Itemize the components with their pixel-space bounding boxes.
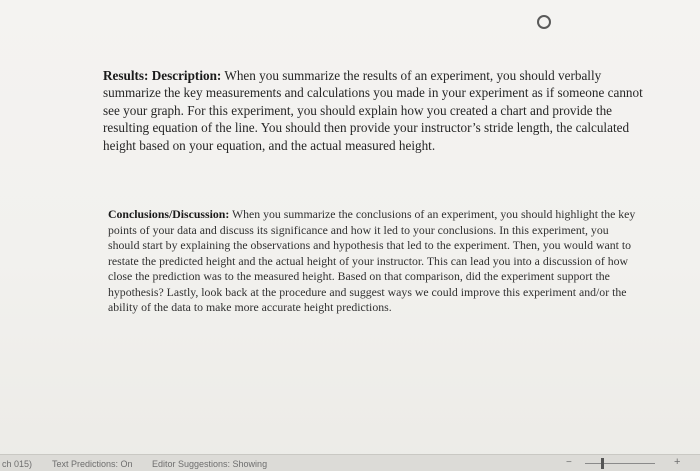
conclusions-heading: Conclusions/Discussion:	[108, 207, 230, 221]
editor-suggestions-status[interactable]: Editor Suggestions: Showing	[152, 459, 268, 469]
circle-icon	[537, 15, 551, 29]
status-bar	[0, 454, 700, 471]
word-count-status[interactable]: ch 015)	[2, 459, 33, 469]
zoom-slider-thumb[interactable]	[601, 458, 604, 469]
zoom-out-button[interactable]: −	[566, 457, 572, 468]
zoom-in-button[interactable]: +	[674, 456, 681, 468]
results-body: When you summarize the results of an experiment, you should verbally summarize the key measurements and calculations you made in your experiment as if someone cannot see your graph. For this experiment, you should explain how you created a chart and provide the resulting equation of the line. You should then provide your instructor’s stride length, the calculated height based on your equation, and the actual measured height.	[103, 68, 643, 153]
conclusions-paragraph	[108, 207, 636, 316]
zoom-slider-track[interactable]	[585, 463, 655, 464]
conclusions-body: When you summarize the conclusions of an experiment, you should highlight the key points of your data and discuss its significance and how it led to your conclusions. In this experiment, you should start by explaining the observations and hypothesis that led to the experiment. Then, you would want to restate the predicted height and the actual height of your instructor. This can lead you into a discussion of how close the prediction was to the measured height. Based on that comparison, did the experiment support the hypothesis? Lastly, look back at the procedure and suggest ways we could improve this experiment and/or the ability of the data to make more accurate height predictions.	[108, 207, 636, 314]
text-predictions-status[interactable]: Text Predictions: On	[52, 459, 133, 469]
results-paragraph	[103, 67, 651, 154]
results-heading: Results: Description:	[103, 68, 222, 83]
